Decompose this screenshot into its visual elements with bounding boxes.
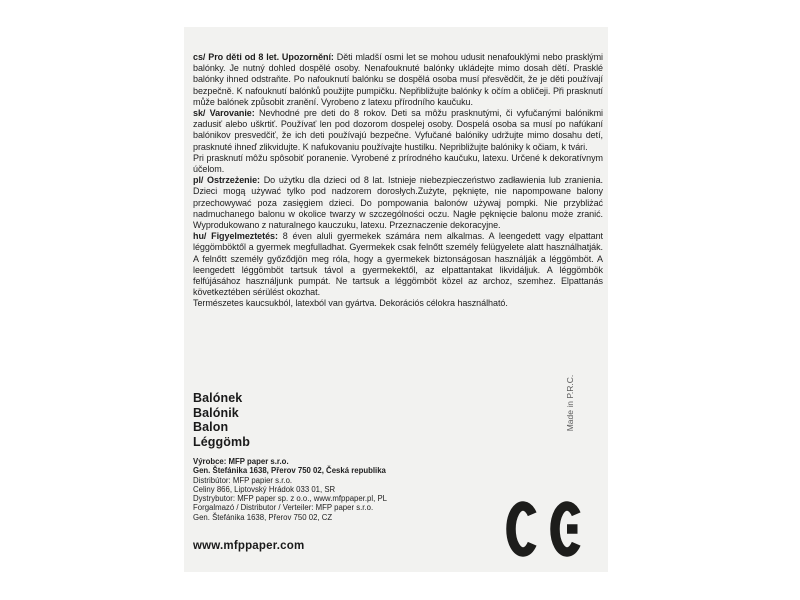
warning-text-pl: Do użytku dla dzieci od 8 lat. Istnieje niebezpieczeństwo zadławienia lub zranienia. Dzieci mogą używać tylko pod nadzorem dorosłych.Zużyte, pęknięte, nie napompowane balony przechowywać poza zasięgiem dzieci. Do pompowania balonów używaj pompki. Nie przybliżać nadmuchanego balonu w okolice twarzy w szczególności oczu. Nagłe pęknięcie balonu może zranić. Wyprodukowano z naturalnego kauczuku, latexu. Przeznaczenie dekoracyjne. [193,175,604,231]
warning-text-hu-2: Természetes kaucsukból, latexból van gyártva. Dekorációs célokra használható. [193,298,508,309]
made-in-text: Made in P.R.C. [565,374,575,432]
warning-text-hu: 8 éven aluli gyermekek számára nem alkalmas. A leengedett vagy elpattant léggömböktől a gyermek megfulladhat. Gyermekek csak felnőtt személy felügyelete alatt használhatják. A felnőtt személy győződjön meg róla, hogy a gyermekek biztonságosan használják a léggömböt. A leengedett léggömböt tartsuk távol a gyermekektől, az elpattantakat likvidáljuk. A léggömbök felfújásához használjunk pumpát. Ne tartsuk a léggömböt közel az archoz, szemhez. Elpattanás következtében sérülést okozhat. [193,231,603,298]
warning-text-cs: Děti mladší osmi let se mohou udusit nenafouklými nebo prasklými balónky. Je nutný dohled dospělé osoby. Nenafouknuté balónky ukládejte mimo dosah dětí. Prasklé balónky ihned odstraňte. Po nafouknutí balónku se dospělá osoba musí přesvědčit, že je děti používají bezpečně. K nafouknutí balónků použijte pumpičku. Nepřibližujte balónky k očím a obličeji. Při prasknutí může balónek způsobit zranění. Vyrobeno z latexu přírodního kaučuku. [193,52,604,107]
manufacturer-line: Gen. Štefánika 1638, Přerov 750 02, Česká republika [193,466,386,476]
warning-paragraph-hu [193,231,603,298]
warning-text-sk-2: Pri prasknutí môžu spôsobiť poranenie. Vyrobené z prírodného kaučuku, latexu. Určené k dekoratívnym účelom. [193,152,603,175]
manufacturer-line: Forgalmazó / Distributor / Verteiler: MFP paper s.r.o. [193,503,374,513]
warning-lead-hu: hu/ Figyelmeztetés: [193,231,278,242]
warning-lead-pl: pl/ Ostrzeżenie: [193,175,260,186]
manufacturer-line: Výrobce: MFP paper s.r.o. [193,457,289,466]
manufacturer-block [193,457,387,522]
manufacturer-line: Celiny 866, Liptovský Hrádok 033 01, SR [193,484,336,494]
ce-mark-icon [506,501,586,557]
warning-paragraph-sk [193,108,603,153]
product-name-cs: Balónek [193,391,243,405]
product-name-hu: Léggömb [193,434,250,449]
manufacturer-line: Distribútor: MFP papier s.r.o. [193,475,293,485]
warning-paragraph-pl [193,175,603,231]
product-name-pl: Balon [193,420,229,435]
manufacturer-line: Gen. Štefánika 1638, Přerov 750 02, CZ [193,512,333,522]
warning-paragraph-cs [193,52,603,108]
balloon-warning-label [184,27,608,572]
manufacturer-line: Dystrybutor: MFP paper sp. z o.o., www.mfppaper.pl, PL [193,494,387,504]
warnings-block [193,52,603,310]
warning-text-sk: Nevhodné pre deti do 8 rokov. Deti sa môžu prasknutými, či vyfučanými balónikmi zadusiť alebo uškrtiť. Používať len pod dozorom dospelej osoby. Dospelá osoba sa musí po nafúkaní balónikov presvedčiť, že ich deti používajú bezpečne. Vyfučané balóniky udržujte mimo dosahu detí, prasknuté ihneď zlikvidujte. K nafukovaniu používajte hustilku. Nepribližujte balóniky k očiam, k tvári. [193,108,604,152]
product-names-block [193,391,250,449]
warning-lead-sk: sk/ Varovanie: [193,108,255,119]
website-url: www.mfppaper.com [193,540,305,552]
warning-lead-cs: cs/ Pro děti od 8 let. Upozornění: [193,52,334,62]
product-name-sk: Balónik [193,405,239,420]
